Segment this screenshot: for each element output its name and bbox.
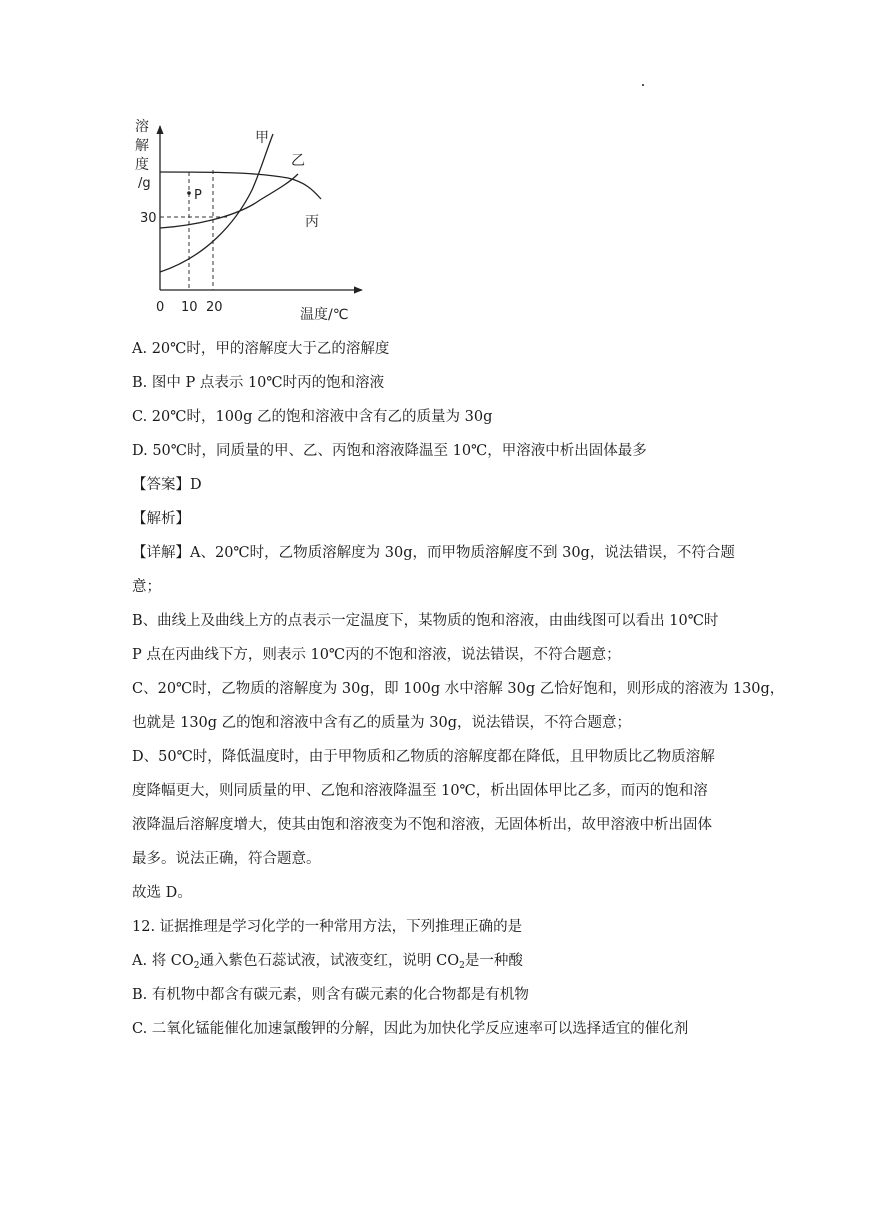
x-tick-10: 10 [181, 300, 198, 315]
origin-label: 0 [156, 300, 165, 315]
detail-b-2: P 点在丙曲线下方，则表示 10℃丙的不饱和溶液，说法错误，不符合题意； [132, 647, 621, 663]
curve-jia-label: 甲 [255, 130, 269, 146]
q12-option-c: C. 二氧化锰能催化加速氯酸钾的分解，因此为加快化学反应速率可以选择适宜的催化剂 [132, 1021, 689, 1037]
answer-value: D [190, 477, 202, 493]
answer-label: 【答案】 [132, 477, 190, 493]
point-p [187, 191, 191, 195]
q12-option-a: A. 将 $CO_2$通入紫色石蕊试液，试液变红，说明 $CO_2$是一种酸 [132, 953, 523, 971]
detail-a-2: 意； [132, 579, 161, 595]
detail-d-2: 度降幅更大，则同质量的甲、乙饱和溶液降温至 10℃，析出固体甲比乙多，而丙的饱和溶 [132, 783, 708, 799]
detail-label: 【详解】 [132, 545, 190, 561]
curve-yi-label: 乙 [291, 153, 305, 169]
answer-line [132, 475, 202, 495]
point-p-label: P [194, 188, 202, 203]
curve-bing [160, 172, 321, 199]
detail-a-1: 【详解】A、20℃时，乙物质溶解度为 30g，而甲物质溶解度不到 30g，说法错误，不符合题 [132, 545, 735, 561]
option-a: A. 20℃时，甲的溶解度大于乙的溶解度 [132, 341, 390, 357]
stray-dot [642, 84, 644, 86]
detail-d-1: D、50℃时，降低温度时，由于甲物质和乙物质的溶解度都在降低，且甲物质比乙物质溶解 [132, 749, 715, 765]
option-d: D. 50℃时，同质量的甲、乙、丙饱和溶液降温至 10℃，甲溶液中析出固体最多 [132, 443, 647, 459]
y-tick-30: 30 [140, 211, 157, 226]
detail-c-1: C、20℃时，乙物质的溶解度为 30g，即 100g 水中溶解 30g 乙恰好饱和，则形成的溶液为 130g， [132, 681, 785, 697]
analysis-title: 【解析】 [132, 511, 190, 527]
solubility-graph [130, 112, 370, 327]
q12-stem: 12. 证据推理是学习化学的一种常用方法，下列推理正确的是 [132, 919, 523, 935]
x-tick-20: 20 [206, 300, 223, 315]
detail-c-2: 也就是 130g 乙的饱和溶液中含有乙的质量为 30g，说法错误，不符合题意； [132, 715, 632, 731]
curve-yi [160, 174, 298, 228]
detail-b-1: B、曲线上及曲线上方的点表示一定温度下，某物质的饱和溶液，由曲线图可以看出 10℃时 [132, 613, 719, 629]
option-c: C. 20℃时，100g 乙的饱和溶液中含有乙的质量为 30g [132, 409, 493, 425]
y-label-2: 解 [135, 138, 149, 154]
option-b: B. 图中 P 点表示 10℃时丙的饱和溶液 [132, 375, 385, 391]
detail-d-3: 液降温后溶解度增大，使其由饱和溶液变为不饱和溶液，无固体析出，故甲溶液中析出固体 [132, 817, 712, 833]
detail-d-4: 最多。说法正确，符合题意。 [132, 851, 321, 867]
x-label: 温度/℃ [300, 307, 349, 323]
y-label-1: 溶 [135, 119, 149, 135]
y-label-3: 度 [135, 157, 149, 173]
curve-bing-label: 丙 [305, 214, 319, 230]
q12-option-b: B. 有机物中都含有碳元素，则含有碳元素的化合物都是有机物 [132, 987, 529, 1003]
y-label-4: /g [138, 176, 151, 191]
conclusion: 故选 D。 [132, 885, 192, 901]
